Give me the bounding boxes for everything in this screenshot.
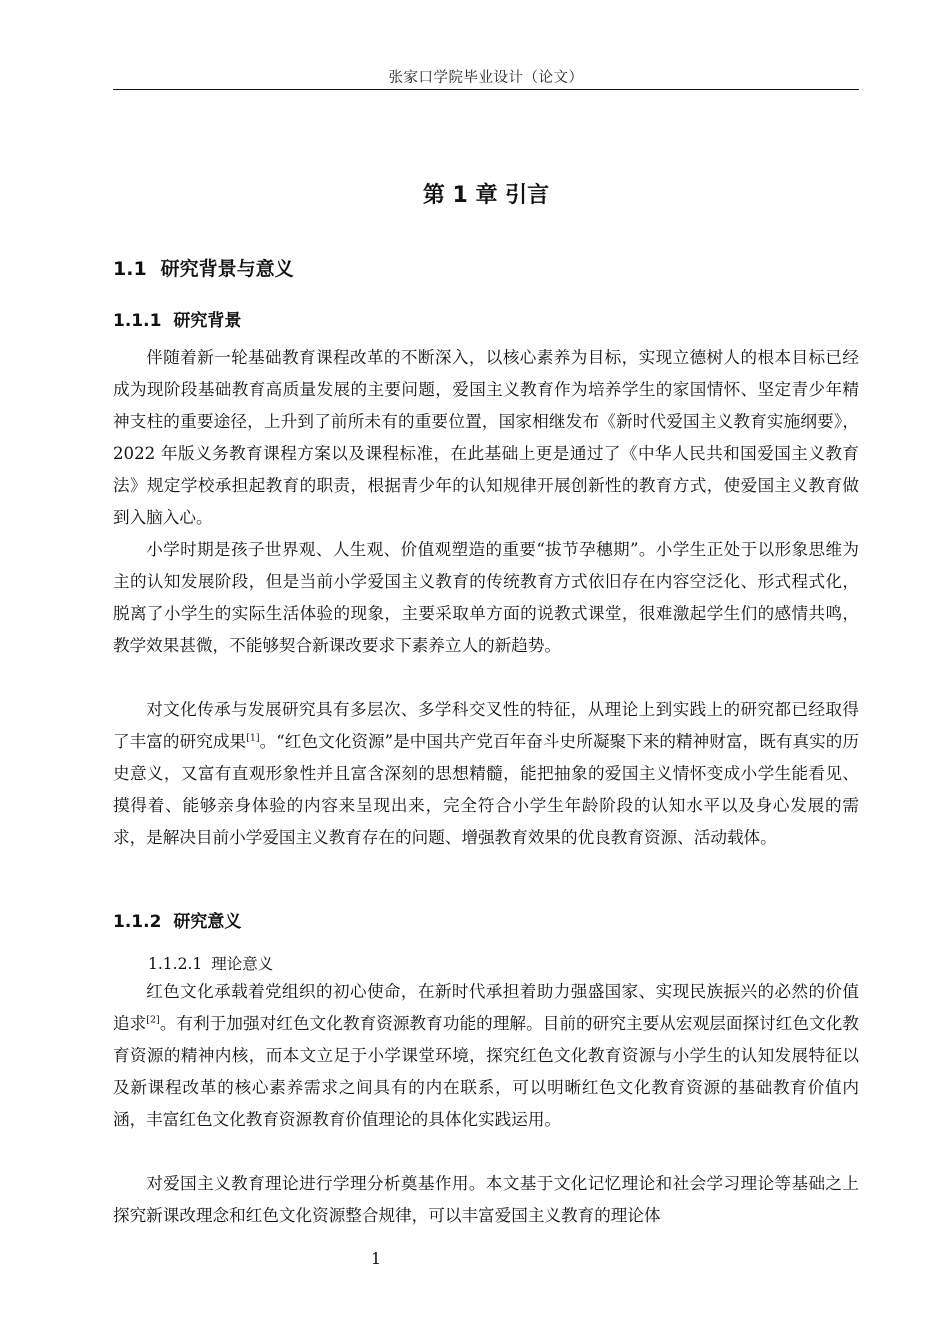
section-heading-1-1 [113, 254, 294, 281]
section-title: 研究意义 [173, 912, 242, 932]
section-title: 研究背景 [173, 311, 242, 331]
section-title: 理论意义 [211, 955, 274, 973]
section-number: 1.1 [113, 258, 147, 280]
section-heading-1-1-2 [113, 907, 241, 932]
paragraph-theory-2: 对爱国主义教育理论进行学理分析奠基作用。本文基于文化记忆理论和社会学习理论等基础之上探究新课改理念和红色文化资源整合规律，可以丰富爱国主义教育的理论体 [113, 1174, 859, 1225]
paragraph-text: 对文化传承与发展研究具有多层次、多学科交叉性的特征，从理论上到实践上的研究都已经取得了丰富的研究成果 [113, 700, 859, 751]
citation-ref-1[interactable]: [1] [246, 732, 260, 744]
page-number: 1 [370, 1249, 382, 1268]
citation-ref-2[interactable]: [2] [146, 1014, 160, 1026]
paragraph-background-2: 小学时期是孩子世界观、人生观、价值观塑造的重要“拔节孕穗期”。小学生正处于以形象思维为主的认知发展阶段，但是当前小学爱国主义教育的传统教育方式依旧存在内容空泛化、形式程式化，脱离了小学生的实际生活体验的现象，主要采取单方面的说教式课堂，很难激起学生们的感情共鸣，教学效果甚微，不能够契合新课改要求下素养立人的新趋势。 [113, 540, 859, 655]
header-rule [113, 89, 859, 90]
section-number: 1.1.1 [113, 311, 162, 331]
section-number: 1.1.2.1 [148, 955, 203, 973]
running-header: 张家口学院毕业设计（论文） [388, 70, 584, 86]
paragraph-background-3 [113, 694, 859, 854]
paragraph-text: 红色文化承载着党组织的初心使命，在新时代承担着助力强盛国家、实现民族振兴的必然的价值追求 [113, 982, 859, 1033]
section-title: 研究背景与意义 [160, 258, 294, 280]
paragraph-text: 。有利于加强对红色文化教育资源教育功能的理解。目前的研究主要从宏观层面探讨红色文化教育资源的精神内核，而本文立足于小学课堂环境，探究红色文化教育资源与小学生的认知发展特征以及新课程改革的核心素养需求之间具有的内在联系，可以明晰红色文化教育资源的基础教育价值内涵，丰富红色文化教育资源教育价值理论的具体化实践运用。 [113, 1014, 859, 1129]
paragraph-theory-1 [113, 976, 859, 1136]
section-heading-1-1-2-1 [148, 952, 273, 974]
chapter-title: 第 1 章 引言 [422, 183, 550, 208]
section-number: 1.1.2 [113, 912, 162, 932]
paragraph-text: 。“红色文化资源”是中国共产党百年奋斗史所凝聚下来的精神财富，既有真实的历史意义，又富有直观形象性并且富含深刻的思想精髓，能把抽象的爱国主义情怀变成小学生能看见、摸得着、能够亲身体验的内容来呈现出来，完全符合小学生年龄阶段的认知水平以及身心发展的需求，是解决目前小学爱国主义教育存在的问题、增强教育效果的优良教育资源、活动载体。 [113, 732, 860, 847]
paragraph-background-1: 伴随着新一轮基础教育课程改革的不断深入，以核心素养为目标，实现立德树人的根本目标已经成为现阶段基础教育高质量发展的主要问题，爱国主义教育作为培养学生的家国情怀、坚定青少年精神支柱的重要途径，上升到了前所未有的重要位置，国家相继发布《新时代爱国主义教育实施纲要》，2022 年版义务教育课程方案以及课程标准，在此基础上更是通过了《中华人民共和国爱国主义教育法》规定学校承担起教育的职责，根据青少年的认知规律开展创新性的教育方式，使爱国主义教育做到入脑入心。 [113, 348, 859, 527]
section-heading-1-1-1 [113, 306, 241, 331]
